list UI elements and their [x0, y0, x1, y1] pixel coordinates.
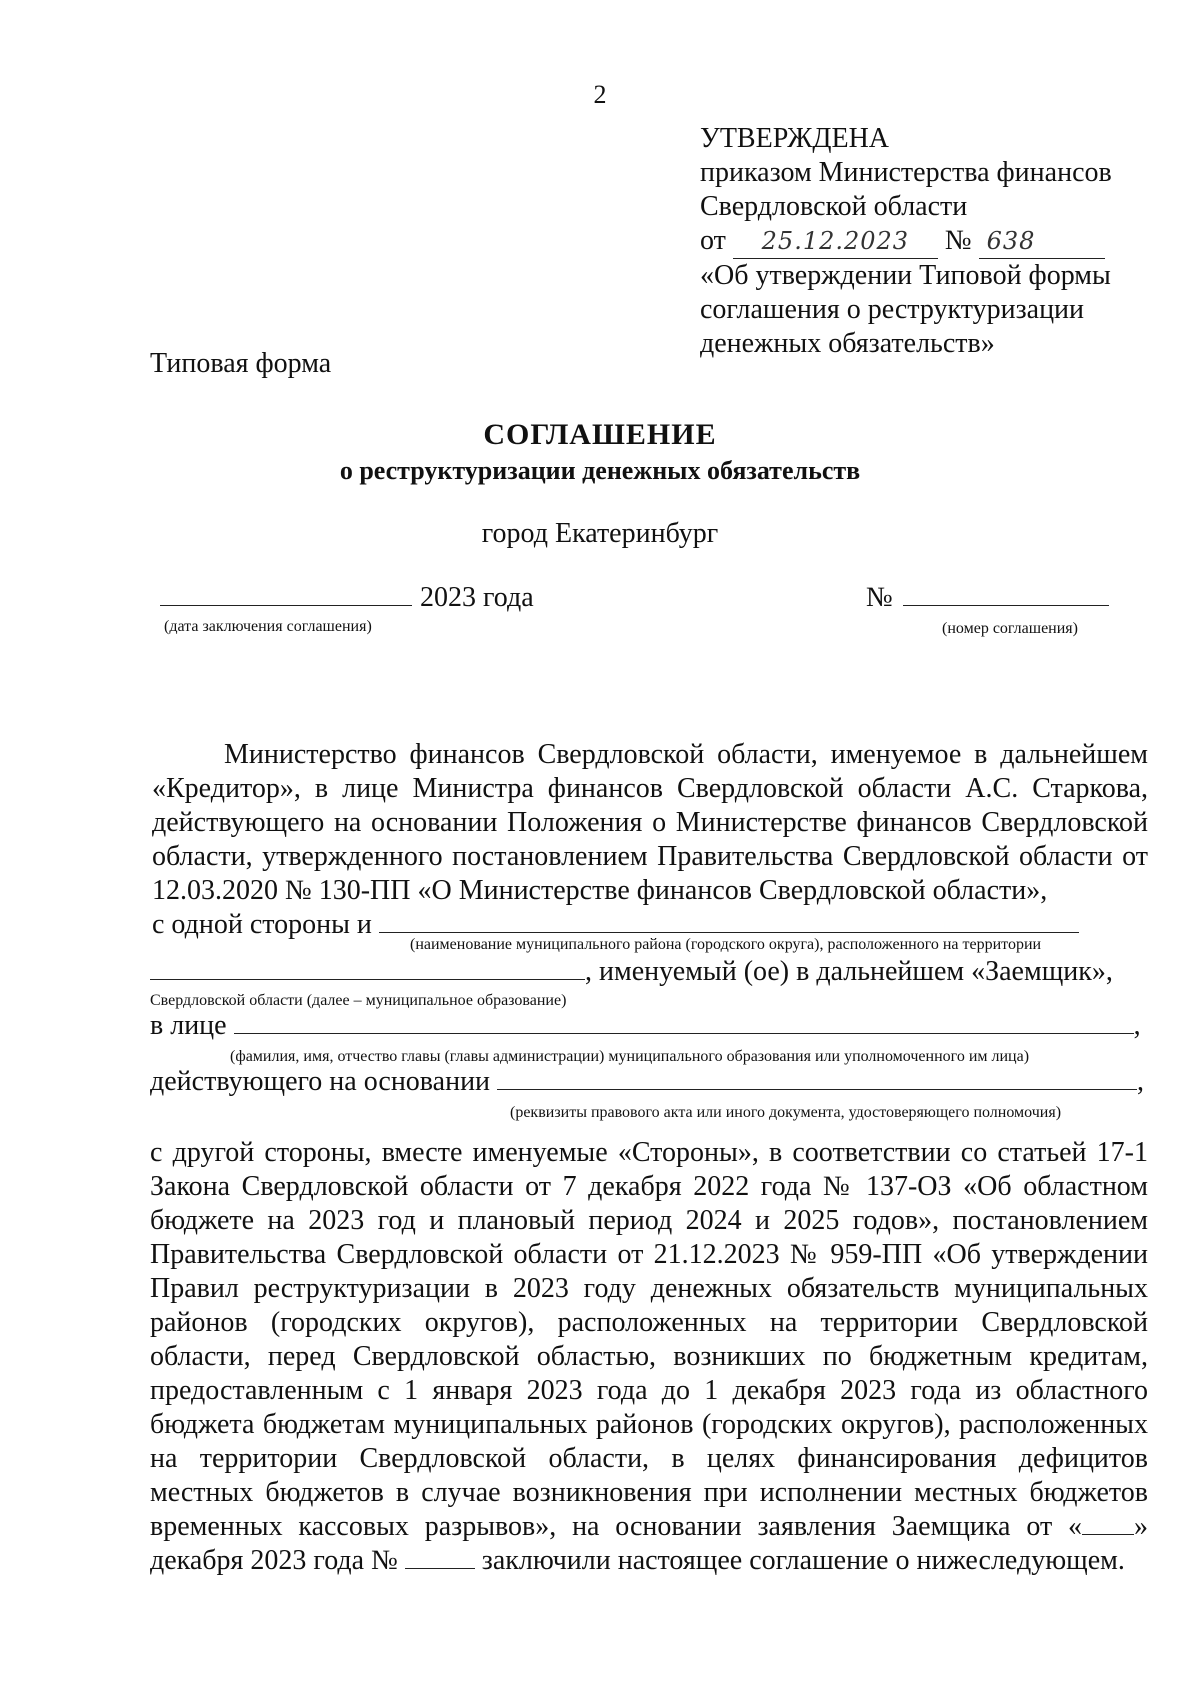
basis-row: [150, 1066, 1144, 1098]
caption-municipality-2: Свердловской области (далее – муниципальное образование): [150, 992, 567, 1009]
head-row: [150, 1010, 1141, 1042]
agreement-number-blank: [903, 605, 1109, 606]
basis-prefix: действующего на основании: [150, 1066, 491, 1097]
approval-subject-2: соглашения о реструктуризации: [700, 294, 1085, 325]
document-title: СОГЛАШЕНИЕ: [483, 418, 717, 451]
borrower-text: , именуемый (ое) в дальнейшем «Заемщик»,: [585, 956, 1113, 987]
paragraph-creditor: [152, 738, 1148, 942]
application-number-blank: [405, 1568, 475, 1569]
other-side-text: с одной стороны и: [152, 909, 372, 940]
caption-head: (фамилия, имя, отчество главы (главы администрации) муниципального образования или уполномоченного им лица): [230, 1048, 1030, 1065]
date-prefix: от: [700, 225, 726, 256]
agreement-number-caption: (номер соглашения): [942, 620, 1078, 637]
person-prefix: в лице: [150, 1010, 227, 1041]
approval-subject-3: денежных обязательств»: [700, 328, 995, 359]
comma: ,: [1133, 1010, 1141, 1041]
city-line: город Екатеринбург: [481, 518, 719, 549]
paragraph-legal-basis-text: с другой стороны, вместе именуемые «Стороны», в соответствии со статьей 17-1 Закона Свердловской области от 7 декабря 2022 года № 137-ОЗ «Об областном бюджете на 2023 год и плановый период 2024 и 2025 годов», постановлением Правительства Свердловской области от 21.12.2023 № 959-ПП «Об утверждении Правил реструктуризации в 2023 году денежных обязательств муниципальных районов (городских округов), расположенных на территории Свердловской области, перед Свердловской областью, возникших по бюджетным кредитам, предоставленным с 1 января 2023 года до 1 декабря 2023 года из областного бюджета бюджетам муниципальных районов (городских округов), расположенных на территории Свердловской области, в целях финансирования дефицитов местных бюджетов в случае возникновения при исполнении местных бюджетов временных кассовых разрывов», на основании заявления Заемщика: [150, 1137, 1148, 1542]
approval-subject-1: «Об утверждении Типовой формы: [700, 260, 1111, 291]
application-day-blank: [1082, 1534, 1134, 1535]
basis-blank: [497, 1089, 1137, 1090]
year-text: 2023 года: [420, 582, 534, 613]
approval-number-field: [979, 224, 1105, 259]
handwritten-date: 25.12.2023: [761, 227, 910, 255]
approval-date-field: [733, 224, 938, 259]
approval-stamp: [700, 122, 1160, 361]
caption-authority: (реквизиты правового акта или иного документа, удостоверяющего полномочия): [510, 1104, 1062, 1121]
municipality-blank-1: [379, 932, 1079, 933]
approval-order: приказом Министерства финансов: [700, 157, 1112, 188]
agreement-number-line: [866, 582, 1109, 614]
page-number: 2: [593, 80, 607, 109]
application-month: декабря 2023 года: [150, 1545, 365, 1576]
form-label: Типовая форма: [150, 348, 332, 379]
handwritten-number: 638: [986, 227, 1036, 255]
document-subtitle: о реструктуризации денежных обязательств: [339, 456, 861, 485]
agreement-date-line: [160, 582, 534, 614]
application-number-sign: №: [371, 1545, 398, 1576]
number-prefix: №: [944, 225, 972, 256]
comma: ,: [1137, 1066, 1145, 1097]
agreement-conclusion-text: заключили настоящее соглашение о нижеследующем.: [481, 1545, 1125, 1576]
paragraph-creditor-text: Министерство финансов Свердловской области, именуемое в дальнейшем «Кредитор», в лице Министра финансов Свердловской области А.С. Старкова, действующего на основании Положения о Министерстве финансов Свердловской области, утвержденного постановлением Правительства Свердловской области от 12.03.2020 № 130-ПП «О Министерстве финансов Свердловской области»,: [152, 739, 1148, 906]
borrower-row: [150, 956, 1113, 988]
caption-municipality-1: (наименование муниципального района (городского округа), расположенного на территории: [410, 936, 1042, 953]
municipality-blank-2: [150, 979, 585, 980]
approval-date-number: [700, 224, 1160, 259]
paragraph-legal-basis: [150, 1136, 1148, 1578]
approval-region: Свердловской области: [700, 191, 968, 222]
agreement-date-caption: (дата заключения соглашения): [164, 618, 372, 635]
agreement-date-blank: [160, 605, 412, 606]
number-sign: №: [866, 582, 893, 613]
application-date-prefix: от «: [1026, 1511, 1082, 1542]
approval-title: УТВЕРЖДЕНА: [700, 123, 890, 154]
application-quote: »: [1134, 1511, 1148, 1542]
head-blank: [234, 1033, 1134, 1034]
